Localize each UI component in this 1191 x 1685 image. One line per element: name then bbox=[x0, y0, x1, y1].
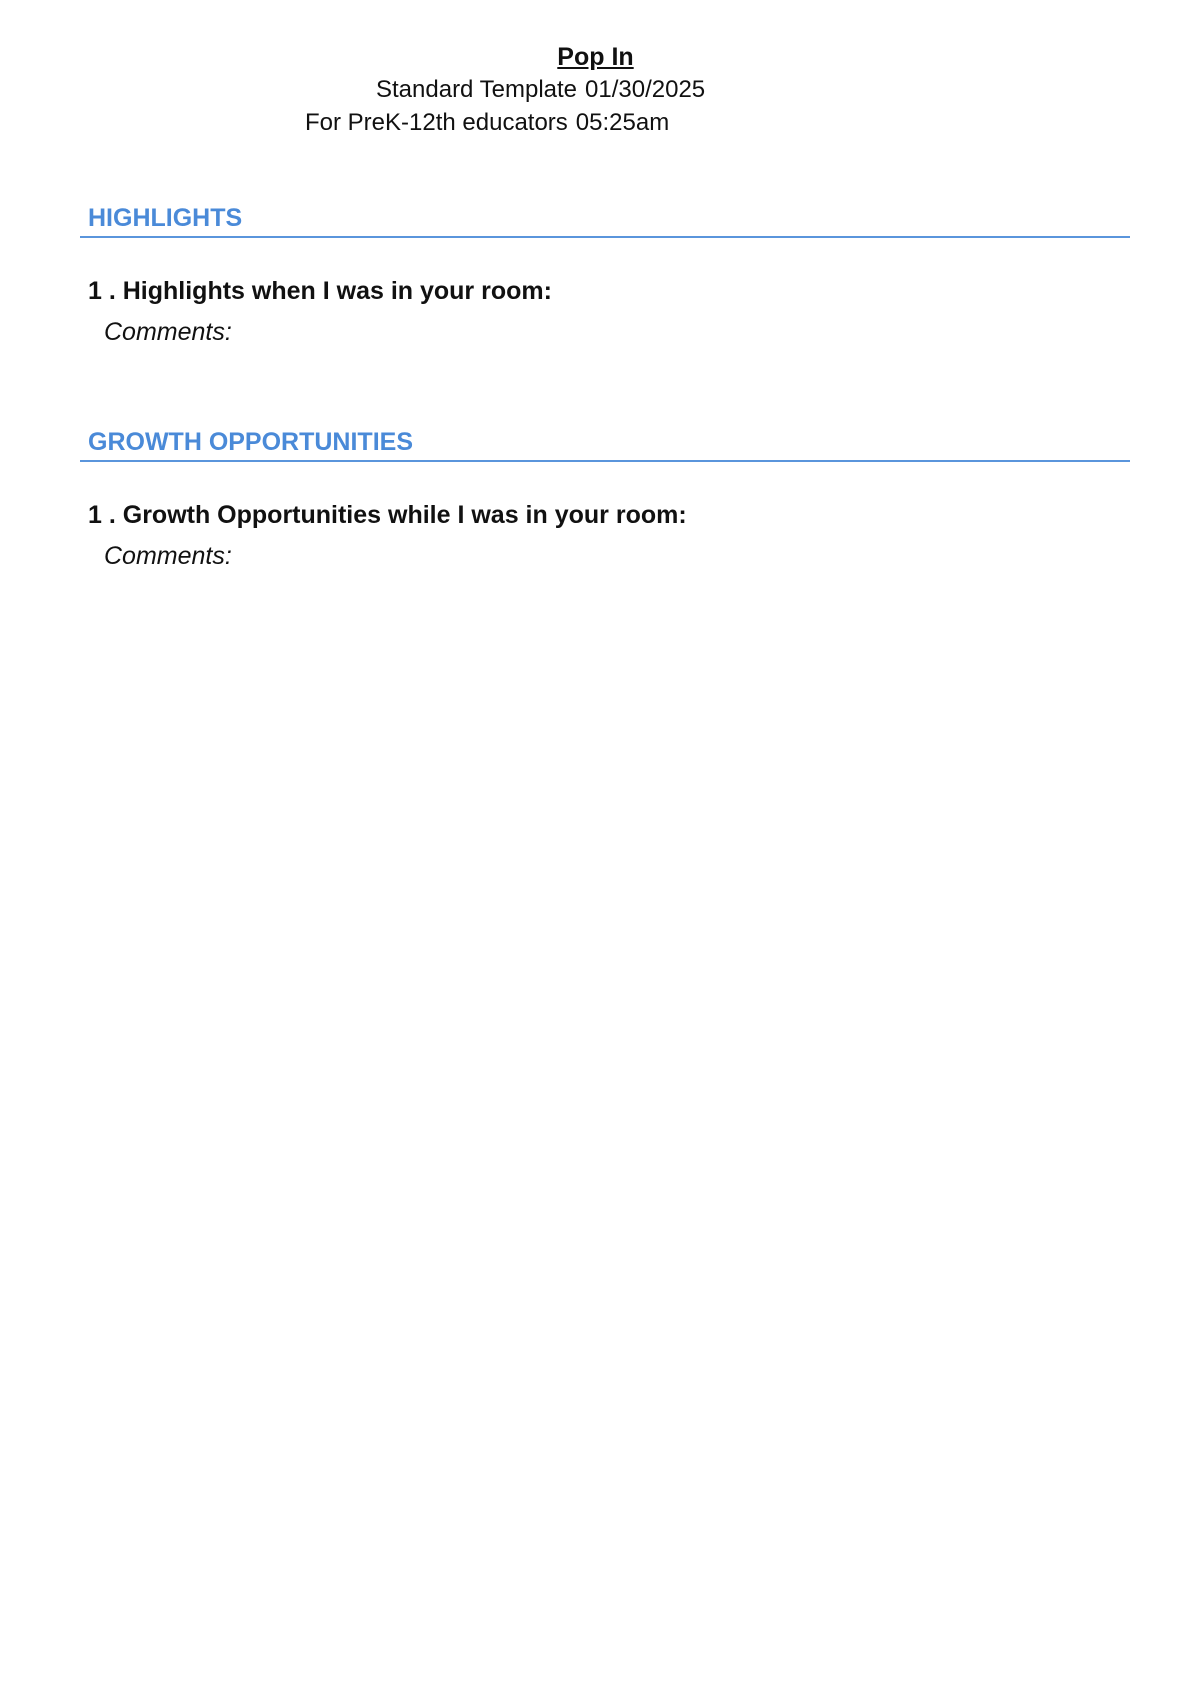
audience-line bbox=[305, 107, 669, 139]
section-divider bbox=[80, 460, 1130, 462]
document-title: Pop In bbox=[557, 43, 634, 71]
section-heading-growth-opportunities: GROWTH OPPORTUNITIES bbox=[88, 428, 413, 456]
audience-label: For PreK-12th educators bbox=[305, 109, 568, 136]
section-divider bbox=[80, 236, 1130, 238]
question-number: 1 . bbox=[88, 501, 116, 529]
document-date: 01/30/2025 bbox=[585, 76, 706, 103]
comments-label: Comments: bbox=[104, 542, 232, 570]
document-time: 05:25am bbox=[575, 109, 670, 136]
template-label: Standard Template bbox=[376, 76, 578, 103]
question-text: Highlights when I was in your room: bbox=[122, 277, 552, 305]
question-growth-opportunities bbox=[88, 499, 687, 531]
question-number: 1 . bbox=[88, 277, 116, 305]
section-heading-highlights: HIGHLIGHTS bbox=[88, 204, 243, 232]
question-text: Growth Opportunities while I was in your room: bbox=[122, 501, 687, 529]
comments-label: Comments: bbox=[104, 318, 232, 346]
question-highlights bbox=[88, 275, 552, 307]
template-line bbox=[376, 74, 705, 106]
